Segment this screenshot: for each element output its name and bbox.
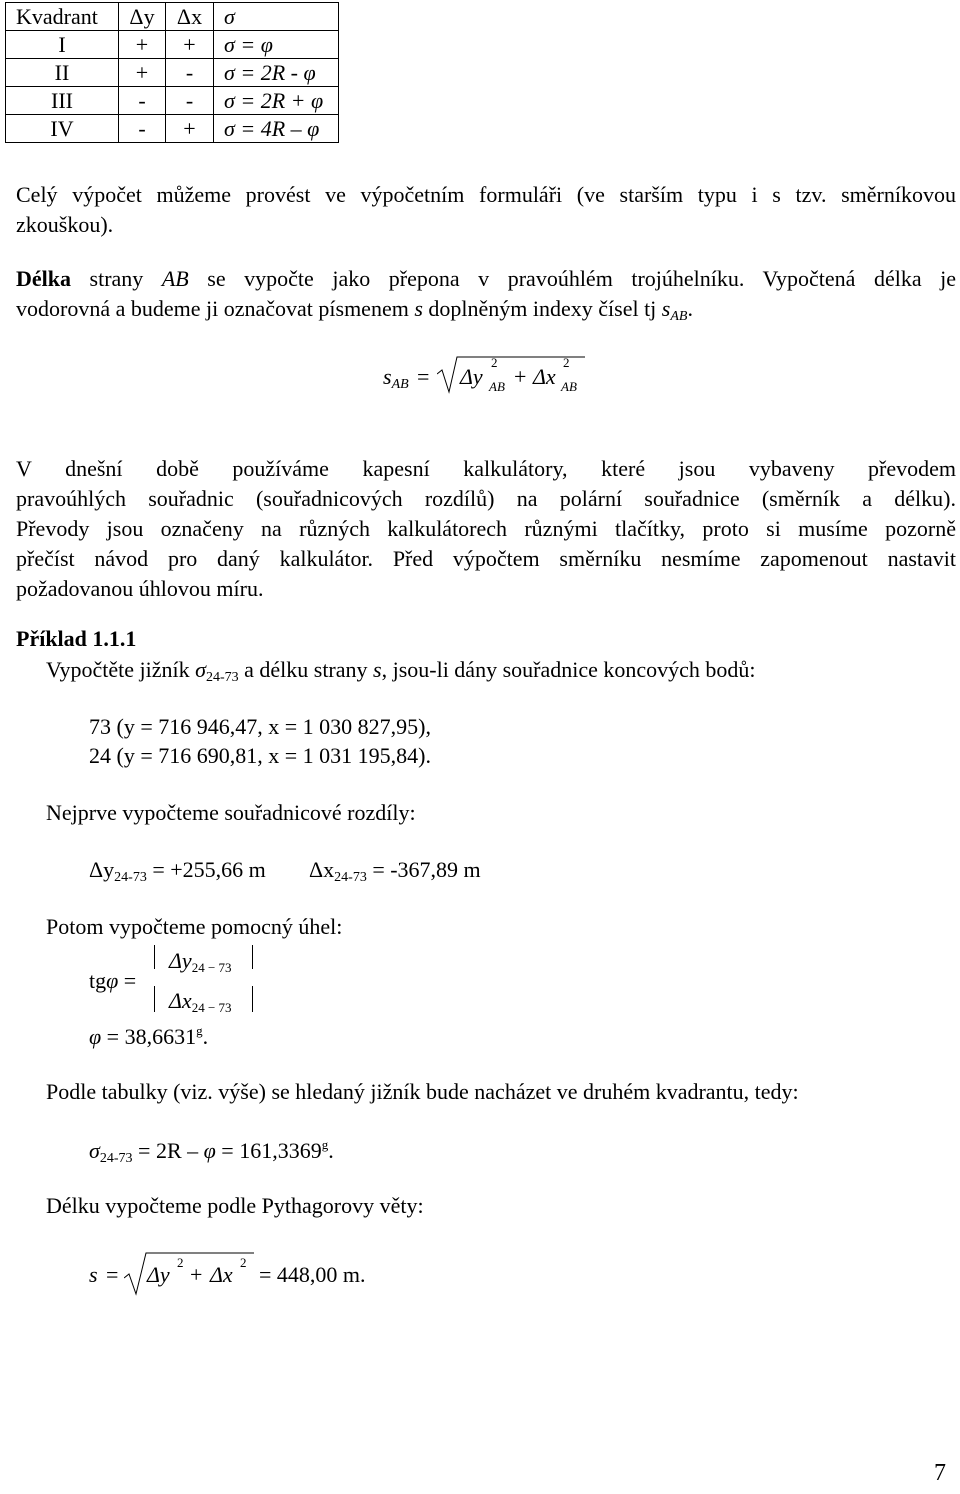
text: = 2R: [132, 1138, 188, 1163]
point-73: 73 (y = 716 946,47, x = 1 030 827,95),: [89, 714, 431, 739]
text: se vypočte jako přepona v pravoúhlém trojúhelníku. Vypočtená délka je: [188, 266, 957, 291]
text: =: [118, 968, 137, 993]
table-cell: σ = 2R + φ: [214, 87, 339, 115]
table-header-cell: Δx: [166, 3, 214, 31]
subscript: 24-73: [205, 670, 239, 685]
table-header-cell: Kvadrant: [6, 3, 119, 31]
quadrant-table: [5, 2, 339, 143]
formula-s: [383, 366, 409, 392]
superscript: g: [321, 1137, 329, 1152]
delta-y: Δy: [169, 948, 192, 973]
value: = 161,3369: [215, 1138, 322, 1163]
table-row: [6, 87, 339, 115]
paragraph-line: pravoúhlých souřadnic (souřadnicových rozdílů) na polární souřadnice (směrník a délku).: [16, 486, 956, 511]
table-cell: III: [6, 87, 119, 115]
exponent: 2: [563, 355, 570, 370]
subscript: AB: [489, 379, 505, 394]
delta-y-term: Δy: [460, 364, 483, 389]
subscript: AB: [391, 377, 409, 392]
abs-bar-icon: [252, 945, 253, 969]
table-cell: σ = 2R - φ: [214, 59, 339, 87]
point-24: 24 (y = 716 690,81, x = 1 031 195,84).: [89, 743, 431, 768]
superscript: g: [196, 1023, 203, 1038]
paragraph-line: Celý výpočet můžeme provést ve výpočetním formuláři (ve starším typu i s tzv. směrníkovou: [16, 182, 956, 207]
table-cell: I: [6, 31, 119, 59]
symbol-s: s: [89, 1262, 98, 1287]
table-cell: σ = φ: [214, 31, 339, 59]
table-cell: -: [166, 59, 214, 87]
value: = -367,89 m: [366, 857, 481, 882]
table-header-row: [6, 3, 339, 31]
table-cell: +: [119, 59, 166, 87]
subscript: AB: [670, 309, 688, 324]
page-number: 7: [934, 1460, 946, 1486]
step1-text: Nejprve vypočteme souřadnicové rozdíly:: [46, 800, 416, 825]
numerator: [169, 950, 232, 974]
table-row: [6, 59, 339, 87]
table-cell: σ = 4R – φ: [214, 115, 339, 143]
exponent: 2: [491, 355, 498, 370]
table-cell: +: [119, 31, 166, 59]
table-cell: +: [166, 115, 214, 143]
paragraph-line: zkouškou).: [16, 212, 114, 237]
symbol-s: s: [661, 296, 671, 321]
delta-x-term: Δx: [533, 364, 556, 389]
text: a délku strany: [238, 657, 374, 682]
text: , jsou-li dány souřadnice koncových bodů:: [381, 657, 756, 682]
plus-sign: +: [514, 364, 527, 389]
table-cell: IV: [6, 115, 119, 143]
phi-result: [89, 1024, 208, 1048]
table-row: [6, 31, 339, 59]
equals-sign: =: [417, 364, 430, 389]
subscript: AB: [561, 379, 577, 394]
length-result: = 448,00 m.: [259, 1262, 366, 1287]
delta-x: Δx: [169, 988, 192, 1013]
text: doplněným indexy čísel tj: [422, 296, 662, 321]
paragraph-line: [16, 264, 956, 294]
table-row: [6, 115, 339, 143]
text: tg: [89, 968, 107, 993]
minus-sign: –: [187, 1138, 199, 1163]
delta-x-term: Δx: [210, 1262, 233, 1287]
step4-text: Délku vypočteme podle Pythagorovy věty:: [46, 1193, 424, 1218]
paragraph-line: [16, 294, 956, 332]
example-task: [46, 659, 756, 685]
table-cell: -: [119, 87, 166, 115]
subscript: 24-73: [334, 870, 367, 885]
intro-paragraph: [16, 180, 956, 240]
delta-y-term: Δy: [147, 1262, 170, 1287]
example-title: Příklad 1.1.1: [16, 626, 137, 651]
paragraph-line: přečíst návod pro daný kalkulátor. Před výpočtem směrníku nesmíme zapomenout nastavit: [16, 546, 956, 571]
denominator: [169, 990, 232, 1014]
table-cell: -: [166, 87, 214, 115]
subscript: 24-73: [99, 1151, 133, 1166]
text: strany: [71, 266, 162, 291]
subscript: 24 − 73: [191, 960, 232, 975]
segment-ab: AB: [161, 266, 189, 291]
abs-bar-icon: [154, 986, 155, 1012]
paragraph-line: V dnešní době používáme kapesní kalkulátory, které jsou vybaveny převodem: [16, 456, 956, 481]
step2-text: Potom vypočteme pomocný úhel:: [46, 914, 343, 939]
step3-text: Podle tabulky (viz. výše) se hledaný jižník bude nacházet ve druhém kvadrantu, tedy:: [46, 1079, 799, 1104]
table-cell: +: [166, 31, 214, 59]
value: = +255,66 m: [146, 857, 266, 882]
calculator-paragraph: [16, 454, 956, 604]
text: Vypočtěte jižník: [46, 657, 196, 682]
symbol-phi: φ: [89, 1024, 102, 1049]
equals-sign: =: [106, 1262, 119, 1287]
value: = 38,6631: [101, 1024, 197, 1049]
subscript: 24 − 73: [191, 1000, 232, 1015]
symbol-sigma: σ: [195, 657, 206, 682]
table-cell: -: [119, 115, 166, 143]
bold-term: Délka: [16, 266, 71, 291]
abs-bar-icon: [252, 986, 253, 1012]
symbol-s: s: [373, 657, 382, 682]
symbol-s: s: [383, 364, 392, 389]
paragraph-line: Převody jsou označeny na různých kalkulátorech různými tlačítky, proto si musíme pozorně: [16, 516, 956, 541]
table-header-cell: σ: [214, 3, 339, 31]
exponent: 2: [240, 1255, 247, 1270]
delta-x: Δx: [309, 857, 335, 882]
text: .: [202, 1024, 209, 1049]
table-cell: II: [6, 59, 119, 87]
symbol-s: s: [414, 296, 423, 321]
plus-sign: +: [190, 1262, 203, 1287]
coord-diff-dx: [309, 859, 481, 885]
tg-phi-label: [89, 970, 136, 992]
exponent: 2: [177, 1255, 184, 1270]
abs-bar-icon: [154, 945, 155, 969]
sigma-result: [89, 1138, 334, 1166]
subscript: 24-73: [114, 870, 147, 885]
symbol-phi: φ: [198, 1138, 216, 1163]
length-paragraph: [16, 264, 956, 332]
paragraph-line: požadovanou úhlovou míru.: [16, 576, 264, 601]
symbol-sigma: σ: [89, 1138, 100, 1163]
text: .: [328, 1138, 334, 1163]
table-header-cell: Δy: [119, 3, 166, 31]
symbol-phi: φ: [106, 968, 119, 993]
coord-diff-dy: [89, 859, 266, 885]
text: .: [687, 296, 693, 321]
text: vodorovná a budeme ji označovat písmenem: [16, 296, 415, 321]
delta-y: Δy: [89, 857, 115, 882]
